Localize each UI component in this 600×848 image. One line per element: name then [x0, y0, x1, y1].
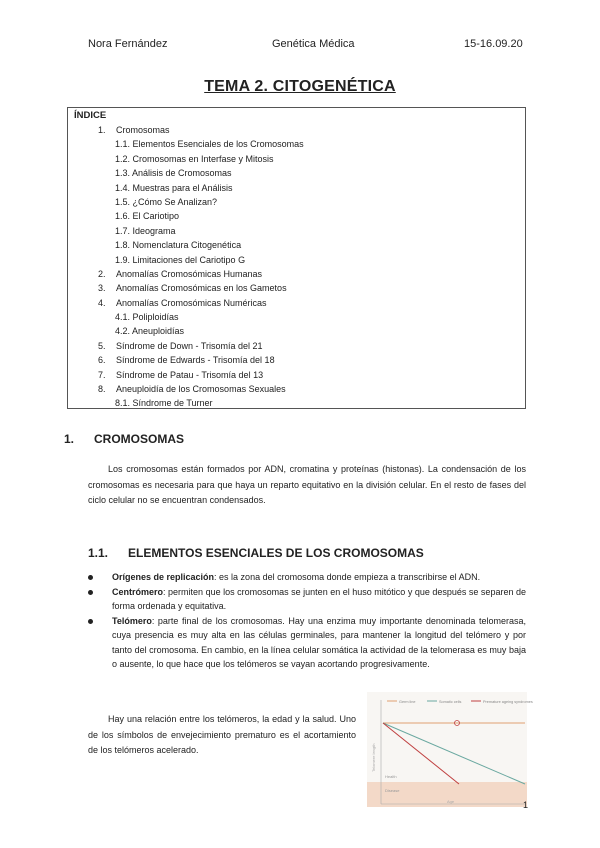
health-zone-label: Health: [385, 774, 397, 779]
toc-item-label: 4.1. Poliploidías: [115, 312, 179, 323]
toc-item-label: 1.8. Nomenclatura Citogenética: [115, 240, 242, 251]
bullet-text: : parte final de los cromosomas. Hay una enzima muy importante denominada telomerasa, cuya presencia es muy alta en las células germinales, para mantener la longitud del telómero y por tanto del cromosoma. En cambio, en la línea celular somática la actividad de la telomerasa es muy baja o ausente, lo que hace que los telómeros se vayan acortando progresivamente.: [112, 616, 526, 670]
toc-item-label: 8.1. Síndrome de Turner: [115, 398, 213, 409]
bullet-text: : permiten que los cromosomas se junten en el huso mitótico y que después se separen de forma ordenada y equitativa.: [112, 587, 526, 612]
x-axis-label: Age: [447, 799, 455, 804]
toc-item: [74, 339, 519, 353]
bullet-term: Centrómero: [112, 587, 164, 597]
toc-heading: ÍNDICE: [74, 110, 107, 121]
toc-item: [74, 382, 519, 396]
toc-item-number: 5.: [98, 340, 106, 351]
toc-item: [74, 267, 519, 281]
toc-item: [74, 181, 519, 195]
telomere-age-figure: [367, 692, 533, 807]
toc-item: [74, 137, 519, 151]
toc-item: [74, 253, 519, 267]
toc-item: [74, 324, 519, 338]
toc-item-label: Síndrome de Down - Trisomía del 21: [116, 340, 263, 351]
bullet-icon: [88, 575, 93, 580]
legend-label: Somatic cells: [439, 700, 462, 704]
toc-item: [74, 238, 519, 252]
toc-item-number: 7.: [98, 369, 106, 380]
section-paragraph: Los cromosomas están formados por ADN, cromatina y proteínas (histonas). La condensación de los cromosomas es necesaria para que haya un reparto equitativo en la división celular. En el resto de fases del ciclo celular no se encuentran condensados.: [88, 464, 526, 506]
toc-item-number: 2.: [98, 268, 106, 279]
toc-item-label: 1.9. Limitaciones del Cariotipo G: [115, 254, 246, 265]
toc-item: [74, 281, 519, 295]
bullet-term: Orígenes de replicación: [112, 572, 215, 582]
bullet-term: Telómero: [112, 616, 152, 626]
legend-label: Premature ageing syndromes: [483, 700, 533, 704]
figure-graph: [367, 692, 533, 807]
bullet-icon: [88, 590, 93, 595]
toc-item: [74, 195, 519, 209]
toc-item-label: 1.3. Análisis de Cromosomas: [115, 168, 232, 179]
section-title: CROMOSOMAS: [94, 432, 184, 446]
section-number: 1.: [64, 432, 75, 446]
disease-zone-label: Disease: [385, 788, 400, 793]
toc-item-number: 3.: [98, 283, 106, 294]
bullet-item: [88, 585, 526, 614]
header-date: 15-16.09.20: [464, 38, 523, 50]
toc-item: [74, 123, 519, 137]
header-author: Nora Fernández: [88, 38, 168, 50]
subsection-title: ELEMENTOS ESENCIALES DE LOS CROMOSOMAS: [128, 546, 424, 560]
toc-item-label: 1.1. Elementos Esenciales de los Cromosomas: [115, 139, 304, 150]
toc-item-label: Anomalías Cromosómicas en los Gametos: [116, 283, 287, 294]
bullet-icon: [88, 619, 93, 624]
table-of-contents: [67, 107, 526, 409]
toc-item-label: 1.7. Ideograma: [115, 225, 176, 236]
page-number: 1: [522, 800, 528, 810]
toc-item: [74, 396, 519, 410]
subsection-heading: [88, 546, 424, 560]
toc-item: [74, 224, 519, 238]
toc-item-number: 1.: [98, 125, 106, 135]
toc-item: [74, 152, 519, 166]
toc-item-label: Síndrome de Edwards - Trisomía del 18: [116, 355, 275, 366]
subsection-number: 1.1.: [88, 546, 109, 560]
toc-item-label: 1.2. Cromosomas en Interfase y Mitosis: [115, 153, 274, 164]
toc-item: [74, 166, 519, 180]
toc-item: [74, 296, 519, 310]
toc-item-label: 1.6. El Cariotipo: [115, 211, 180, 222]
header-course: Genética Médica: [272, 38, 355, 50]
legend-label: Germ line: [399, 700, 416, 704]
toc-item-label: 1.5. ¿Cómo Se Analizan?: [115, 196, 218, 207]
toc-item-number: 4.: [98, 297, 106, 308]
bullet-item: [88, 570, 526, 584]
toc-item-label: 4.2. Aneuploidías: [115, 326, 185, 337]
toc-item: [74, 353, 519, 367]
bullet-item: [88, 614, 526, 672]
toc-item: [74, 209, 519, 223]
page-title: TEMA 2. CITOGENÉTICA: [204, 78, 396, 95]
toc-list: [74, 123, 519, 411]
y-axis-label: Telomere length: [371, 743, 376, 772]
bullet-text: : es la zona del cromosoma donde empieza a transcribirse el ADN.: [214, 572, 481, 582]
toc-item: [74, 310, 519, 324]
toc-item-label: Síndrome de Patau - Trisomía del 13: [116, 369, 264, 380]
somatic-series: [383, 723, 525, 784]
toc-item-label: Cromosomas: [116, 125, 170, 135]
toc-item-label: 1.4. Muestras para el Análisis: [115, 182, 233, 193]
toc-item-label: Anomalías Cromosómicas Humanas: [116, 268, 263, 279]
toc-item-label: Anomalías Cromosómicas Numéricas: [116, 297, 267, 308]
toc-item-number: 6.: [98, 355, 106, 366]
section-heading: [64, 432, 184, 446]
section-paragraph-2: Hay una relación entre los telómeros, la edad y la salud. Uno de los símbolos de envejecimiento prematuro es el acortamiento de los telómeros acelerado.: [88, 714, 356, 756]
toc-item-label: Aneuploidía de los Cromosomas Sexuales: [116, 384, 286, 395]
toc-item-number: 8.: [98, 384, 106, 395]
toc-item: [74, 368, 519, 382]
